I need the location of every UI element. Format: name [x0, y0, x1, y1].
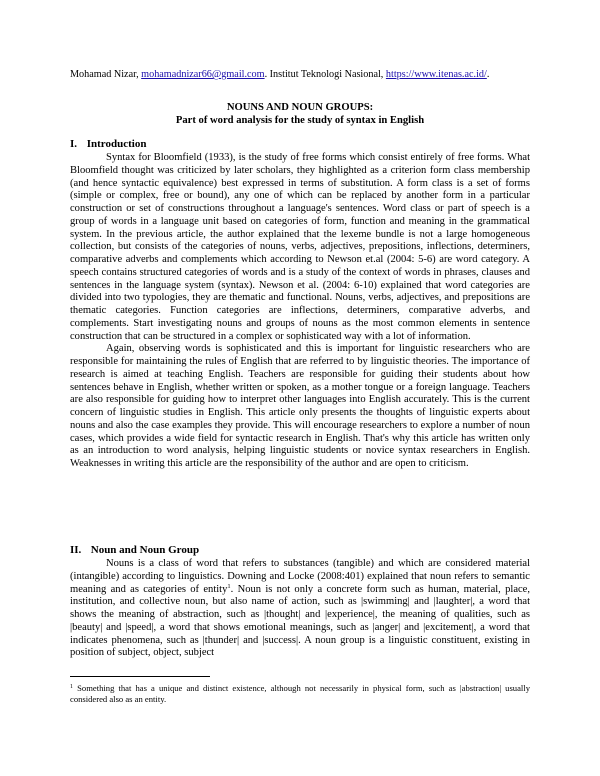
footnote-divider: [70, 676, 210, 677]
section-title: Noun and Noun Group: [90, 544, 200, 556]
introduction-paragraph-1: Syntax for Bloomfield (1933), is the study of free forms which consist entirely of free forms. What Bloomfield thought was criticized by later scholars, they highlighted as a criterion form class membership (and hence syntactic equivalence) best expressed in terms of substitution. A form class is a set of forms (simple or complex, free or bound), any one of which can be replaced by another form in a particular construction or set of constructions throughout a language's sentences. Word class or part of speech is a group of words in a language unit based on categories of form, function and meaning in the grammatical system. In the previous article, the author explained that the lexeme bundle is not a large homogeneous collection, but consists of the categories of nouns, verbs, adjectives, prepositions, inflections, determiners, comparative adverbs and complements which according to Newson et.al (2004: 5-6) are word category. A speech contains structured categories of words and is a study of the context of words in phrases, clauses and sentences in the language system (syntax). Newson et al. (2004: 6-10) explained that word categories are divided into two typologies, they are thematic and functional. Nouns, verbs, adjectives, and prepositions are thematic categories. Function categories are inflections, determiners, comparative adverbs, and complements. Start investigating nouns and groups of nouns as the most common elements in sentence construction that can be structured in a complex or sophisticated way with a lot of information.: [70, 152, 530, 342]
section-heading-noun-group: [70, 544, 199, 556]
author-line: Mohamad Nizar, mohamadnizar66@gmail.com. Institut Teknologi Nasional, https://www.itenas.ac.id/.: [70, 69, 490, 80]
section-number: II.: [70, 544, 82, 556]
introduction-body: [70, 152, 530, 471]
author-name: Mohamad Nizar,: [70, 69, 139, 80]
section-title: Introduction: [86, 138, 147, 150]
footnote: [70, 682, 530, 705]
title-line-1: NOUNS AND NOUN GROUPS:: [226, 102, 374, 113]
introduction-paragraph-2: Again, observing words is sophisticated and this is important for linguistic researchers who are responsible for maintaining the rules of English that are referred to by linguistic theories. The importance of research is aimed at teaching English. Teachers are responsible for guiding their students about how sentences behave in English, whether written or spoken, as a mother tongue or a foreign language. Teachers are also responsible for guiding how to interpret other languages into English accurately. This is the current concern of linguistic studies in English. This article only presents the thoughts of linguistic experts about nouns and also the case examples they provide. This will encourage researchers to explore a number of noun cases, which provides a wide field for syntactic research in English. That's why this article has written only as an introduction to word analysis, helping linguistic students or novice syntax researchers in English. Weaknesses in writing this article are the responsibility of the author and are open to criticism.: [70, 343, 530, 469]
institution-url-link[interactable]: https://www.itenas.ac.id/: [385, 69, 487, 80]
footnote-marker[interactable]: 1: [227, 582, 231, 590]
noun-section-body: [70, 558, 530, 660]
author-institution: . Institut Teknologi Nasional,: [264, 69, 384, 80]
section-heading-introduction: [70, 138, 146, 150]
title-line-2: Part of word analysis for the study of syntax in English: [175, 115, 425, 126]
section-number: I.: [70, 138, 78, 150]
footnote-text: Something that has a unique and distinct existence, although not necessarily in physical form, such as |abstraction| usually considered also as an entity.: [70, 683, 530, 704]
footnote-number: 1: [70, 684, 73, 690]
author-email-link[interactable]: mohamadnizar66@gmail.com: [141, 69, 265, 80]
paper-title: [70, 101, 530, 127]
noun-paragraph-1: Nouns is a class of word that refers to substances (tangible) and which are considered material (intangible) according to linguistics. Downing and Locke (2008:401) explained that noun refers to semantic meaning and as categories of entity$^1$. Noun is not only a concrete form such as human, material, place, institution, and collective noun, but also name of action, such as |swimming| and |laughter|, a word that shows the meaning of abstraction, such as |thought| and |experience|, the meaning of qualities, such as |beauty| and |speed|, a word that shows emotional meanings, such as |anger| and |excitement|, a word that indicates phenomena, such as |thunder| and |success|. A noun group is a linguistic constituent, existing in position of subject, object, subject: [70, 558, 530, 659]
